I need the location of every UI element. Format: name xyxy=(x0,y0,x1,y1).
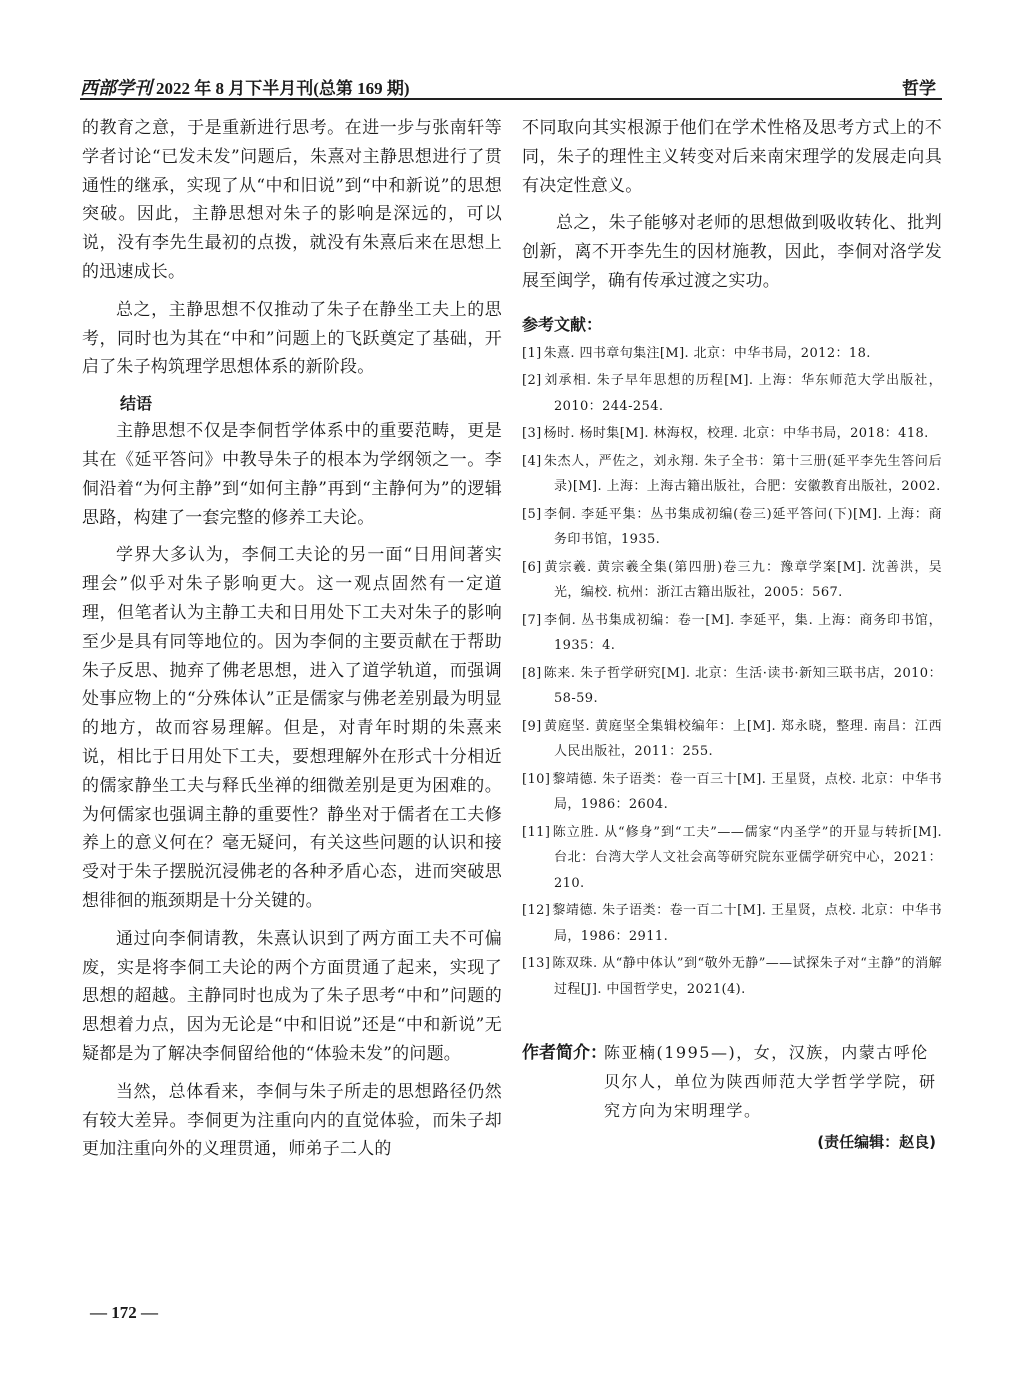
reference-number: [11] xyxy=(522,824,551,840)
right-column xyxy=(522,114,942,1152)
reference-list xyxy=(522,341,942,1003)
reference-number: [9] xyxy=(522,718,542,734)
reference-text: 李侗. 李延平集：丛书集成初编(卷三)延平答问(下)[M]. 上海：商务印书馆，1935. xyxy=(543,506,942,548)
body-paragraph: 主静思想不仅是李侗哲学体系中的重要范畴，更是其在《延平答问》中教导朱子的根本为学纲领之一。李侗沿着“为何主静”到“如何主静”再到“主静何为”的逻辑思路，构建了一套完整的修养工夫论。 xyxy=(82,421,502,528)
reference-text: 黄庭坚. 黄庭坚全集辑校编年：上[M]. 郑永晓，整理. 南昌：江西人民出版社，2011：255. xyxy=(543,718,942,760)
reference-text: 黎靖德. 朱子语类：卷一百二十[M]. 王星贤，点校. 北京：中华书局，1986：2911. xyxy=(552,903,942,944)
reference-text: 黎靖德. 朱子语类：卷一百三十[M]. 王星贤，点校. 北京：中华书局，1986：2604. xyxy=(552,771,942,813)
reference-number: [4] xyxy=(522,453,542,469)
body-paragraph: 通过向李侗请教，朱熹认识到了两方面工夫不可偏废，实是将李侗工夫论的两个方面贯通了起来，实现了思想的超越。主静同时也成为了朱子思考“中和”问题的思想着力点，因为无论是“中和旧说”还是“中和新说”无疑都是为了解决李侗留给他的“体验未发”的问题。 xyxy=(82,928,502,1064)
author-bio-text: 陈亚楠(1995—)，女，汉族，内蒙古呼伦贝尔人，单位为陕西师范大学哲学学院，研究方向为宋明理学。 xyxy=(604,1043,937,1121)
left-column xyxy=(82,114,502,1173)
reference-number: [8] xyxy=(522,665,542,681)
reference-number: [12] xyxy=(522,903,551,919)
reference-item xyxy=(522,767,942,818)
body-paragraph: 学界大多认为，李侗工夫论的另一面“日用间著实理会”似乎对朱子影响更大。这一观点固然有一定道理，但笔者认为主静工夫和日用处下工夫对朱子的影响至少是具有同等地位的。因为李侗的主要贡献在于帮助朱子反思、抛弃了佛老思想，进入了道学轨道，而强调处事应物上的“分殊体认”正是儒家与佛老差别最为明显的地方，故而容易理解。但是，对青年时期的朱熹来说，相比于日用处下工夫，要想理解外在形式十分相近的儒家静坐工夫与释氏坐禅的细微差别是更为困难的。为何儒家也强调主静的重要性？静坐对于儒者在工夫修养上的意义何在？毫无疑问，有关这些问题的认识和接受对于朱子摆脱沉浸佛老的各种矛盾心态，进而突破思想徘徊的瓶颈期是十分关键的。 xyxy=(82,545,502,911)
page-number: — 172 — xyxy=(90,1303,158,1322)
reference-number: [5] xyxy=(522,506,542,522)
journal-logo: 西部学刊 xyxy=(80,78,152,98)
author-bio-label: 作者简介： xyxy=(522,1043,607,1064)
references-title: 参考文献： xyxy=(522,314,603,334)
reference-item xyxy=(522,608,942,659)
reference-text: 刘承相. 朱子早年思想的历程[M]. 上海：华东师范大学出版社，2010：244-254. xyxy=(543,373,942,414)
reference-item xyxy=(522,951,942,1002)
responsible-editor: (责任编辑：赵良) xyxy=(817,1133,936,1152)
reference-item xyxy=(522,820,942,897)
reference-item xyxy=(522,421,942,447)
reference-text: 陈来. 朱子哲学研究[M]. 北京：生活·读书·新知三联书店，2010：58-59. xyxy=(543,665,942,707)
reference-text: 陈双珠. 从“静中体认”到“敬外无静”——试探朱子对“主静”的消解过程[J]. 中国哲学史，2021(4). xyxy=(552,956,942,997)
body-paragraph: 当然，总体看来，李侗与朱子所走的思想路径仍然有较大差异。李侗更为注重向内的直觉体验，而朱子却更加注重向外的义理贯通，师弟子二人的 xyxy=(82,1081,502,1160)
reference-number: [3] xyxy=(522,426,542,442)
reference-number: [13] xyxy=(522,956,551,972)
reference-item xyxy=(522,449,942,500)
reference-text: 陈立胜. 从“修身”到“工夫”——儒家“内圣学”的开显与转折[M]. 台北：台湾大学人文社会高等研究院东亚儒学研究中心，2021：210. xyxy=(552,824,942,891)
journal-issue-header xyxy=(80,74,410,100)
body-paragraph: 不同取向其实根源于他们在学术性格及思考方式上的不同，朱子的理性主义转变对后来南宋理学的发展走向具有决定性意义。 xyxy=(522,118,942,196)
reference-text: 朱杰人，严佐之，刘永翔. 朱子全书：第十三册(延平李先生答问后录)[M]. 上海：上海古籍出版社，合肥：安徽教育出版社，2002. xyxy=(543,453,942,495)
section-label: 哲学 xyxy=(902,79,936,98)
section-heading-conclusion: 结语 xyxy=(120,394,153,414)
reference-text: 杨时. 杨时集[M]. 林海权，校理. 北京：中华书局，2018：418. xyxy=(543,426,929,442)
reference-item xyxy=(522,368,942,419)
reference-number: [7] xyxy=(522,612,542,628)
reference-number: [6] xyxy=(522,559,542,575)
reference-item xyxy=(522,555,942,606)
reference-text: 李侗. 丛书集成初编：卷一[M]. 李延平，集. 上海：商务印书馆，1935：4. xyxy=(543,612,942,654)
body-paragraph: 总之，主静思想不仅推动了朱子在静坐工夫上的思考，同时也为其在“中和”问题上的飞跃奠定了基础，开启了朱子构筑理学思想体系的新阶段。 xyxy=(82,299,502,378)
reference-item xyxy=(522,898,942,949)
header-rule xyxy=(80,98,942,100)
reference-item xyxy=(522,341,942,367)
reference-number: [1] xyxy=(522,345,542,361)
body-paragraph: 总之，朱子能够对老师的思想做到吸收转化、批判创新，离不开李先生的因材施教，因此，李侗对洛学发展至闽学，确有传承过渡之实功。 xyxy=(522,213,942,291)
reference-item xyxy=(522,661,942,712)
body-paragraph: 的教育之意，于是重新进行思考。在进一步与张南轩等学者讨论“已发未发”问题后，朱熹对主静思想进行了贯通性的继承，实现了从“中和旧说”到“中和新说”的思想突破。因此，主静思想对朱子的影响是深远的，可以说，没有李先生最初的点拨，就没有朱熹后来在思想上的迅速成长。 xyxy=(82,118,502,282)
reference-text: 朱熹. 四书章句集注[M]. 北京：中华书局，2012：18. xyxy=(543,345,871,361)
author-bio xyxy=(522,1038,942,1125)
reference-text: 黄宗羲. 黄宗羲全集(第四册)卷三九：豫章学案[M]. 沈善洪，吴光，编校. 杭州：浙江古籍出版社，2005：567. xyxy=(543,559,942,601)
running-header xyxy=(80,74,942,100)
reference-item xyxy=(522,502,942,553)
reference-item xyxy=(522,714,942,765)
issue-info: 2022 年 8 月下半月刊(总第 169 期) xyxy=(156,79,410,98)
reference-number: [10] xyxy=(522,771,551,787)
reference-number: [2] xyxy=(522,373,542,389)
